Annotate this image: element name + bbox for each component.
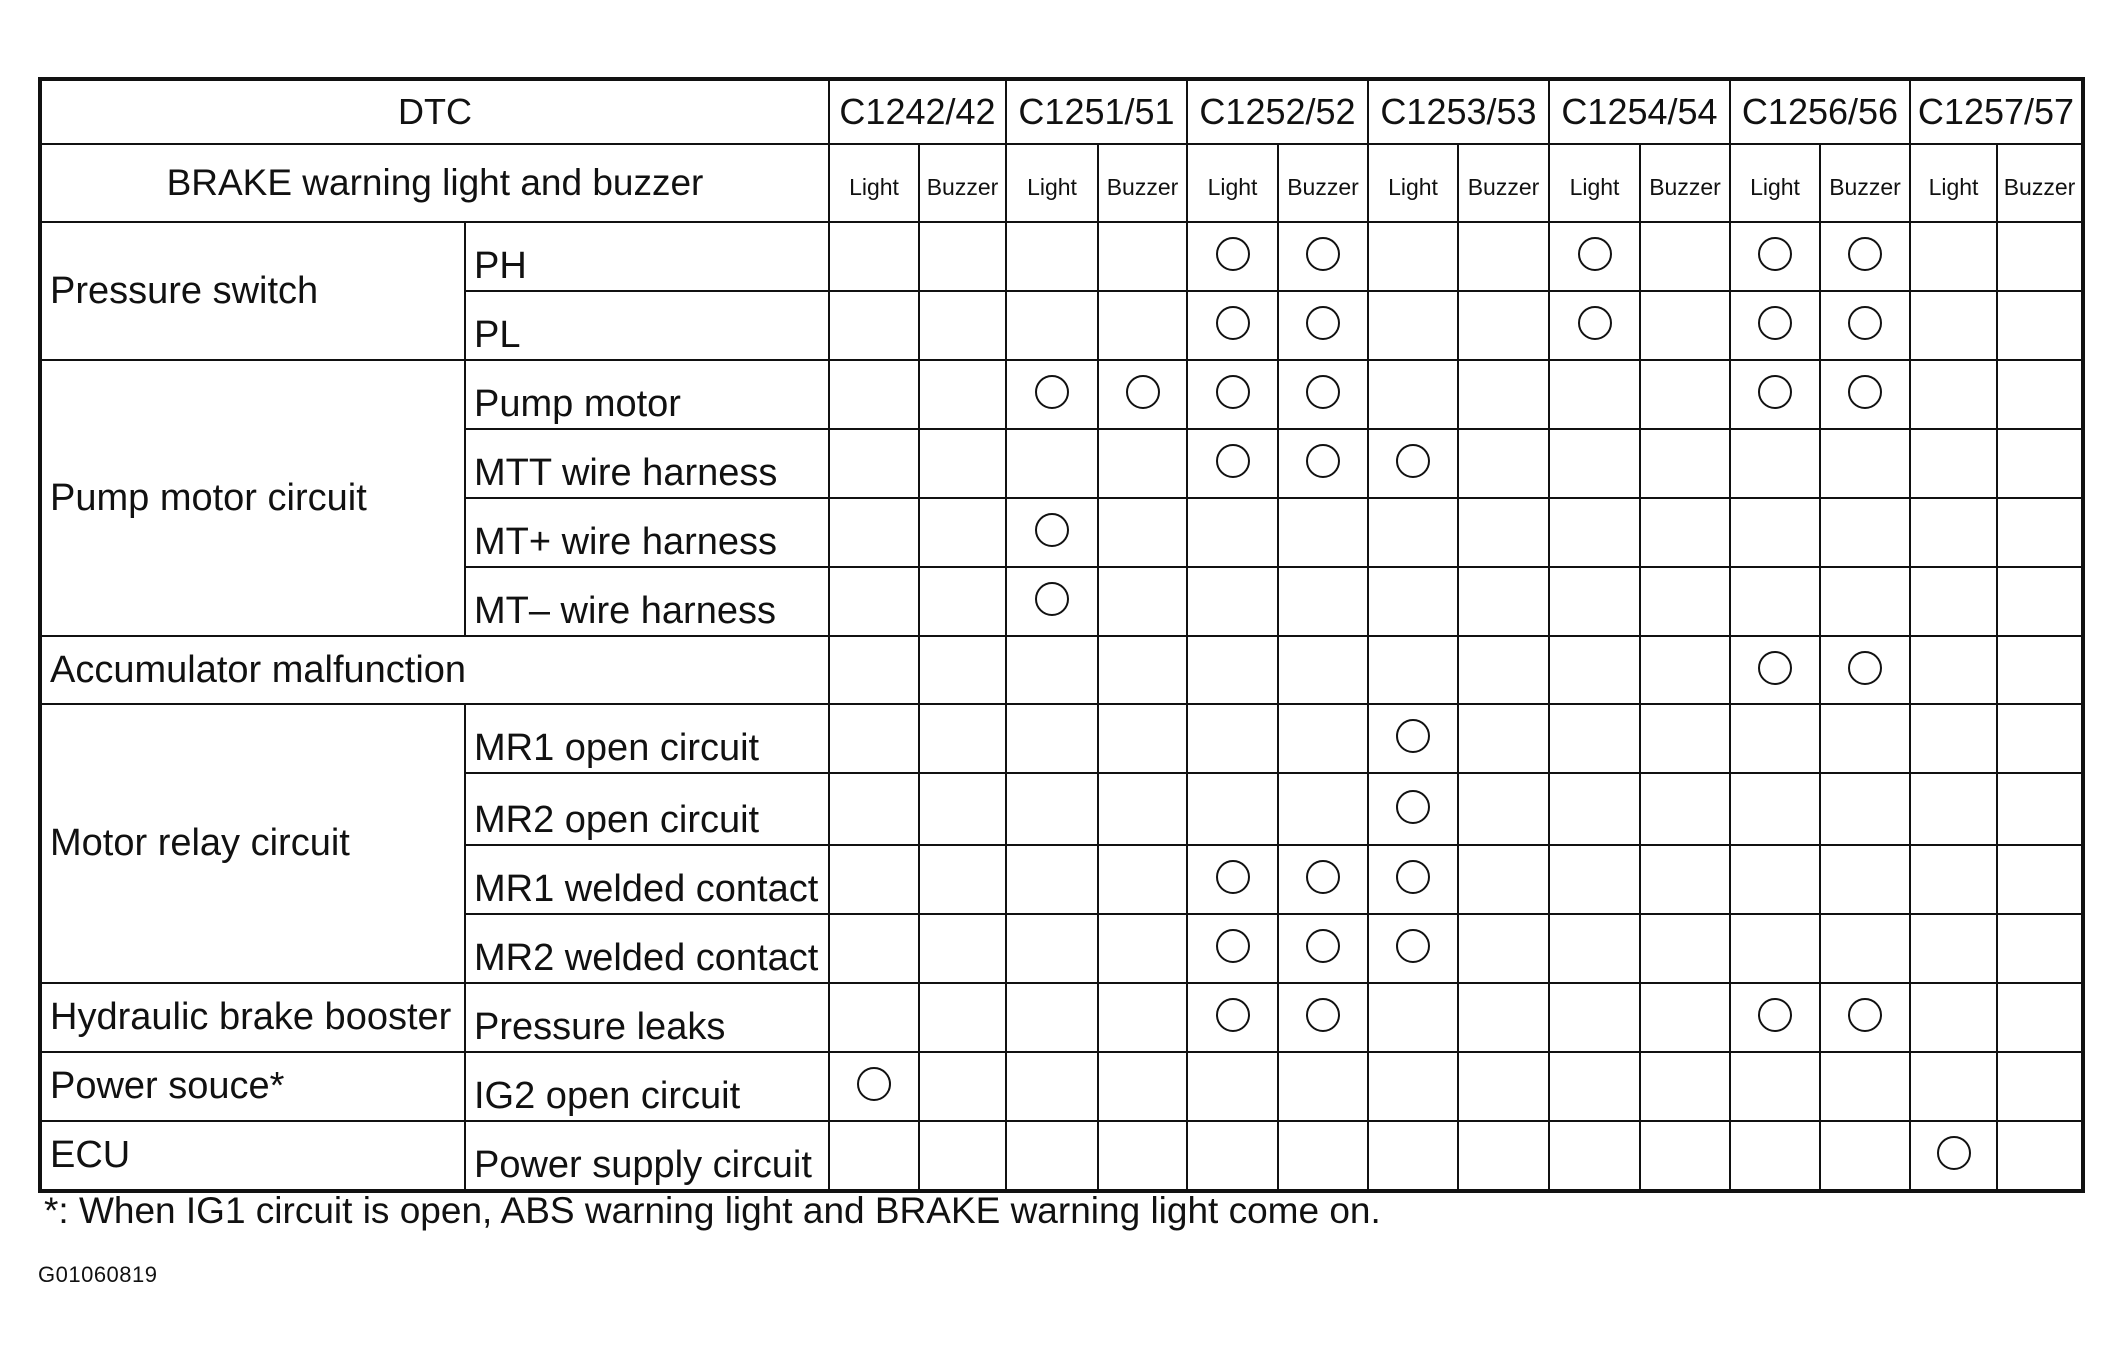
mark-cell xyxy=(1997,360,2083,429)
circle-mark-icon xyxy=(1216,929,1250,963)
light-subheader: Light xyxy=(1187,144,1278,222)
circle-mark-icon xyxy=(1306,306,1340,340)
circle-mark-icon xyxy=(1216,444,1250,478)
mark-cell xyxy=(1730,291,1820,360)
mark-cell xyxy=(1910,1121,1997,1191)
mark-cell xyxy=(829,360,919,429)
mark-cell xyxy=(919,222,1006,291)
circle-mark-icon xyxy=(857,1067,891,1101)
mark-cell xyxy=(1820,845,1910,914)
mark-cell xyxy=(1098,498,1187,567)
mark-cell xyxy=(1458,567,1549,636)
mark-cell xyxy=(1098,1121,1187,1191)
circle-mark-icon xyxy=(1758,306,1792,340)
mark-cell xyxy=(1910,773,1997,845)
dtc-code: C1253/53 xyxy=(1368,79,1549,144)
table-row xyxy=(40,983,2083,1052)
mark-cell xyxy=(1640,1121,1730,1191)
mark-cell xyxy=(1820,704,1910,773)
mark-cell xyxy=(1187,704,1278,773)
light-subheader: Light xyxy=(829,144,919,222)
mark-cell xyxy=(1997,291,2083,360)
mark-cell xyxy=(1006,567,1098,636)
light-subheader: Light xyxy=(1006,144,1098,222)
mark-cell xyxy=(1910,1052,1997,1121)
mark-cell xyxy=(1549,1052,1640,1121)
mark-cell xyxy=(1458,845,1549,914)
mark-cell xyxy=(1549,291,1640,360)
item-label: MR1 open circuit xyxy=(465,704,829,773)
mark-cell xyxy=(1458,1052,1549,1121)
circle-mark-icon xyxy=(1848,237,1882,271)
circle-mark-icon xyxy=(1396,444,1430,478)
mark-cell xyxy=(1730,704,1820,773)
mark-cell xyxy=(1368,983,1458,1052)
mark-cell xyxy=(1187,1121,1278,1191)
mark-cell xyxy=(919,429,1006,498)
mark-cell xyxy=(1368,914,1458,983)
mark-cell xyxy=(1549,1121,1640,1191)
mark-cell xyxy=(1997,498,2083,567)
mark-cell xyxy=(1098,291,1187,360)
mark-cell xyxy=(1730,498,1820,567)
mark-cell xyxy=(1006,222,1098,291)
mark-cell xyxy=(919,498,1006,567)
circle-mark-icon xyxy=(1758,237,1792,271)
mark-cell xyxy=(1997,222,2083,291)
mark-cell xyxy=(1997,1052,2083,1121)
mark-cell xyxy=(1640,291,1730,360)
mark-cell xyxy=(1368,636,1458,704)
mark-cell xyxy=(1997,636,2083,704)
mark-cell xyxy=(1278,914,1368,983)
mark-cell xyxy=(1910,704,1997,773)
mark-cell xyxy=(1006,914,1098,983)
mark-cell xyxy=(1730,360,1820,429)
mark-cell xyxy=(1640,773,1730,845)
mark-cell xyxy=(1549,914,1640,983)
mark-cell xyxy=(1278,567,1368,636)
mark-cell xyxy=(1368,360,1458,429)
circle-mark-icon xyxy=(1216,375,1250,409)
mark-cell xyxy=(919,1052,1006,1121)
mark-cell xyxy=(1187,429,1278,498)
circle-mark-icon xyxy=(1306,237,1340,271)
mark-cell xyxy=(1549,704,1640,773)
mark-cell xyxy=(1910,567,1997,636)
mark-cell xyxy=(829,914,919,983)
mark-cell xyxy=(1640,222,1730,291)
table-row xyxy=(40,636,2083,704)
item-label: MR1 welded contact xyxy=(465,845,829,914)
mark-cell xyxy=(1997,704,2083,773)
mark-cell xyxy=(1640,567,1730,636)
item-label: Pump motor xyxy=(465,360,829,429)
circle-mark-icon xyxy=(1216,860,1250,894)
mark-cell xyxy=(919,360,1006,429)
mark-cell xyxy=(1368,1052,1458,1121)
mark-cell xyxy=(1730,983,1820,1052)
category-label: Motor relay circuit xyxy=(40,704,465,983)
item-label: Power supply circuit xyxy=(465,1121,829,1191)
mark-cell xyxy=(1820,1121,1910,1191)
mark-cell xyxy=(1006,983,1098,1052)
mark-cell xyxy=(1098,1052,1187,1121)
mark-cell xyxy=(1278,429,1368,498)
mark-cell xyxy=(829,498,919,567)
mark-cell xyxy=(1549,636,1640,704)
category-label: Hydraulic brake booster xyxy=(40,983,465,1052)
mark-cell xyxy=(1730,429,1820,498)
mark-cell xyxy=(1640,429,1730,498)
mark-cell xyxy=(1549,845,1640,914)
circle-mark-icon xyxy=(1035,513,1069,547)
mark-cell xyxy=(1187,845,1278,914)
mark-cell xyxy=(1098,636,1187,704)
mark-cell xyxy=(1458,773,1549,845)
mark-cell xyxy=(1098,845,1187,914)
mark-cell xyxy=(829,291,919,360)
mark-cell xyxy=(1187,567,1278,636)
mark-cell xyxy=(1820,291,1910,360)
mark-cell xyxy=(1368,567,1458,636)
mark-cell xyxy=(829,1121,919,1191)
category-label: Accumulator malfunction xyxy=(40,636,829,704)
mark-cell xyxy=(1820,567,1910,636)
table-row xyxy=(40,704,2083,773)
item-label: MTT wire harness xyxy=(465,429,829,498)
mark-cell xyxy=(1820,429,1910,498)
mark-cell xyxy=(1640,360,1730,429)
mark-cell xyxy=(919,983,1006,1052)
dtc-code: C1254/54 xyxy=(1549,79,1730,144)
light-subheader: Light xyxy=(1368,144,1458,222)
mark-cell xyxy=(1187,360,1278,429)
circle-mark-icon xyxy=(1035,375,1069,409)
mark-cell xyxy=(1458,291,1549,360)
mark-cell xyxy=(829,983,919,1052)
mark-cell xyxy=(1368,773,1458,845)
buzzer-subheader: Buzzer xyxy=(1820,144,1910,222)
mark-cell xyxy=(1278,845,1368,914)
mark-cell xyxy=(1997,914,2083,983)
mark-cell xyxy=(1458,636,1549,704)
circle-mark-icon xyxy=(1306,444,1340,478)
dtc-code: C1251/51 xyxy=(1006,79,1187,144)
table-row xyxy=(40,222,2083,291)
mark-cell xyxy=(1458,429,1549,498)
item-label: MR2 open circuit xyxy=(465,773,829,845)
mark-cell xyxy=(1730,222,1820,291)
mark-cell xyxy=(1910,291,1997,360)
mark-cell xyxy=(1278,704,1368,773)
item-label: PL xyxy=(465,291,829,360)
mark-cell xyxy=(1910,845,1997,914)
header-dtc-row xyxy=(40,79,2083,144)
mark-cell xyxy=(1730,845,1820,914)
mark-cell xyxy=(1187,773,1278,845)
buzzer-subheader: Buzzer xyxy=(1458,144,1549,222)
item-label: MT+ wire harness xyxy=(465,498,829,567)
mark-cell xyxy=(919,567,1006,636)
mark-cell xyxy=(1640,914,1730,983)
mark-cell xyxy=(829,773,919,845)
light-subheader: Light xyxy=(1910,144,1997,222)
circle-mark-icon xyxy=(1937,1136,1971,1170)
circle-mark-icon xyxy=(1848,375,1882,409)
mark-cell xyxy=(1549,222,1640,291)
circle-mark-icon xyxy=(1578,306,1612,340)
mark-cell xyxy=(1820,636,1910,704)
mark-cell xyxy=(1458,983,1549,1052)
mark-cell xyxy=(1549,983,1640,1052)
mark-cell xyxy=(1730,567,1820,636)
mark-cell xyxy=(1006,429,1098,498)
mark-cell xyxy=(1549,429,1640,498)
light-subheader: Light xyxy=(1730,144,1820,222)
circle-mark-icon xyxy=(1035,582,1069,616)
mark-cell xyxy=(919,845,1006,914)
mark-cell xyxy=(1549,360,1640,429)
mark-cell xyxy=(1278,983,1368,1052)
mark-cell xyxy=(1730,636,1820,704)
footnote: *: When IG1 circuit is open, ABS warning light and BRAKE warning light come on. xyxy=(44,1190,1381,1231)
circle-mark-icon xyxy=(1848,651,1882,685)
mark-cell xyxy=(919,636,1006,704)
mark-cell xyxy=(1368,291,1458,360)
mark-cell xyxy=(1006,1121,1098,1191)
mark-cell xyxy=(1458,360,1549,429)
dtc-code: C1257/57 xyxy=(1910,79,2083,144)
mark-cell xyxy=(919,291,1006,360)
mark-cell xyxy=(1368,845,1458,914)
circle-mark-icon xyxy=(1396,860,1430,894)
mark-cell xyxy=(829,704,919,773)
mark-cell xyxy=(1278,1121,1368,1191)
mark-cell xyxy=(1997,567,2083,636)
circle-mark-icon xyxy=(1758,651,1792,685)
mark-cell xyxy=(1098,429,1187,498)
figure-code: G01060819 xyxy=(38,1262,158,1287)
mark-cell xyxy=(919,773,1006,845)
mark-cell xyxy=(1549,773,1640,845)
circle-mark-icon xyxy=(1578,237,1612,271)
item-label: IG2 open circuit xyxy=(465,1052,829,1121)
mark-cell xyxy=(1640,1052,1730,1121)
mark-cell xyxy=(1997,1121,2083,1191)
circle-mark-icon xyxy=(1216,998,1250,1032)
mark-cell xyxy=(1187,914,1278,983)
mark-cell xyxy=(1820,914,1910,983)
category-label: ECU xyxy=(40,1121,465,1191)
table-row xyxy=(40,1121,2083,1191)
mark-cell xyxy=(1820,983,1910,1052)
circle-mark-icon xyxy=(1848,998,1882,1032)
mark-cell xyxy=(1820,222,1910,291)
mark-cell xyxy=(1098,704,1187,773)
mark-cell xyxy=(1368,429,1458,498)
mark-cell xyxy=(1278,773,1368,845)
mark-cell xyxy=(1910,222,1997,291)
buzzer-subheader: Buzzer xyxy=(1997,144,2083,222)
mark-cell xyxy=(919,1121,1006,1191)
mark-cell xyxy=(1278,291,1368,360)
item-label: MR2 welded contact xyxy=(465,914,829,983)
mark-cell xyxy=(1997,983,2083,1052)
mark-cell xyxy=(829,567,919,636)
circle-mark-icon xyxy=(1306,860,1340,894)
circle-mark-icon xyxy=(1758,998,1792,1032)
mark-cell xyxy=(1187,498,1278,567)
mark-cell xyxy=(1187,983,1278,1052)
category-label: Pressure switch xyxy=(40,222,465,360)
item-label: MT– wire harness xyxy=(465,567,829,636)
mark-cell xyxy=(1098,360,1187,429)
mark-cell xyxy=(1006,704,1098,773)
mark-cell xyxy=(1278,360,1368,429)
dtc-code: C1256/56 xyxy=(1730,79,1910,144)
mark-cell xyxy=(1006,636,1098,704)
mark-cell xyxy=(1006,498,1098,567)
table-row xyxy=(40,360,2083,429)
mark-cell xyxy=(1278,1052,1368,1121)
mark-cell xyxy=(1368,222,1458,291)
mark-cell xyxy=(1910,914,1997,983)
mark-cell xyxy=(1910,983,1997,1052)
item-label: PH xyxy=(465,222,829,291)
circle-mark-icon xyxy=(1306,929,1340,963)
dtc-label: DTC xyxy=(40,79,829,144)
mark-cell xyxy=(1910,429,1997,498)
dtc-matrix-table xyxy=(38,77,2085,1193)
mark-cell xyxy=(829,845,919,914)
indicator-label: BRAKE warning light and buzzer xyxy=(40,144,829,222)
dtc-code: C1242/42 xyxy=(829,79,1006,144)
mark-cell xyxy=(1458,704,1549,773)
mark-cell xyxy=(829,429,919,498)
circle-mark-icon xyxy=(1306,998,1340,1032)
circle-mark-icon xyxy=(1216,306,1250,340)
mark-cell xyxy=(1006,773,1098,845)
mark-cell xyxy=(919,914,1006,983)
table-row xyxy=(40,1052,2083,1121)
mark-cell xyxy=(829,636,919,704)
light-subheader: Light xyxy=(1549,144,1640,222)
mark-cell xyxy=(1098,567,1187,636)
mark-cell xyxy=(1278,222,1368,291)
mark-cell xyxy=(1640,704,1730,773)
mark-cell xyxy=(1820,1052,1910,1121)
mark-cell xyxy=(1997,429,2083,498)
circle-mark-icon xyxy=(1848,306,1882,340)
mark-cell xyxy=(1910,360,1997,429)
mark-cell xyxy=(1098,983,1187,1052)
mark-cell xyxy=(1187,636,1278,704)
mark-cell xyxy=(1820,498,1910,567)
mark-cell xyxy=(1549,567,1640,636)
mark-cell xyxy=(1820,773,1910,845)
mark-cell xyxy=(1730,1121,1820,1191)
buzzer-subheader: Buzzer xyxy=(1098,144,1187,222)
buzzer-subheader: Buzzer xyxy=(1640,144,1730,222)
mark-cell xyxy=(1640,983,1730,1052)
mark-cell xyxy=(1458,1121,1549,1191)
mark-cell xyxy=(1730,1052,1820,1121)
mark-cell xyxy=(1458,498,1549,567)
mark-cell xyxy=(829,1052,919,1121)
mark-cell xyxy=(1278,636,1368,704)
mark-cell xyxy=(1098,914,1187,983)
mark-cell xyxy=(1820,360,1910,429)
mark-cell xyxy=(1006,1052,1098,1121)
circle-mark-icon xyxy=(1216,237,1250,271)
mark-cell xyxy=(1098,222,1187,291)
buzzer-subheader: Buzzer xyxy=(919,144,1006,222)
mark-cell xyxy=(1910,636,1997,704)
circle-mark-icon xyxy=(1758,375,1792,409)
mark-cell xyxy=(1730,914,1820,983)
circle-mark-icon xyxy=(1396,719,1430,753)
mark-cell xyxy=(1640,845,1730,914)
mark-cell xyxy=(1187,291,1278,360)
circle-mark-icon xyxy=(1306,375,1340,409)
mark-cell xyxy=(1549,498,1640,567)
buzzer-subheader: Buzzer xyxy=(1278,144,1368,222)
mark-cell xyxy=(1910,498,1997,567)
mark-cell xyxy=(1997,773,2083,845)
mark-cell xyxy=(1098,773,1187,845)
header-indicator-row xyxy=(40,144,2083,222)
mark-cell xyxy=(1006,845,1098,914)
mark-cell xyxy=(1368,704,1458,773)
mark-cell xyxy=(1278,498,1368,567)
mark-cell xyxy=(1006,291,1098,360)
mark-cell xyxy=(1006,360,1098,429)
category-label: Power souce* xyxy=(40,1052,465,1121)
mark-cell xyxy=(919,704,1006,773)
dtc-code: C1252/52 xyxy=(1187,79,1368,144)
mark-cell xyxy=(1458,914,1549,983)
mark-cell xyxy=(1730,773,1820,845)
mark-cell xyxy=(1640,636,1730,704)
circle-mark-icon xyxy=(1126,375,1160,409)
mark-cell xyxy=(829,222,919,291)
mark-cell xyxy=(1368,1121,1458,1191)
item-label: Pressure leaks xyxy=(465,983,829,1052)
circle-mark-icon xyxy=(1396,790,1430,824)
category-label: Pump motor circuit xyxy=(40,360,465,636)
mark-cell xyxy=(1997,845,2083,914)
mark-cell xyxy=(1368,498,1458,567)
mark-cell xyxy=(1640,498,1730,567)
mark-cell xyxy=(1187,222,1278,291)
mark-cell xyxy=(1187,1052,1278,1121)
circle-mark-icon xyxy=(1396,929,1430,963)
mark-cell xyxy=(1458,222,1549,291)
